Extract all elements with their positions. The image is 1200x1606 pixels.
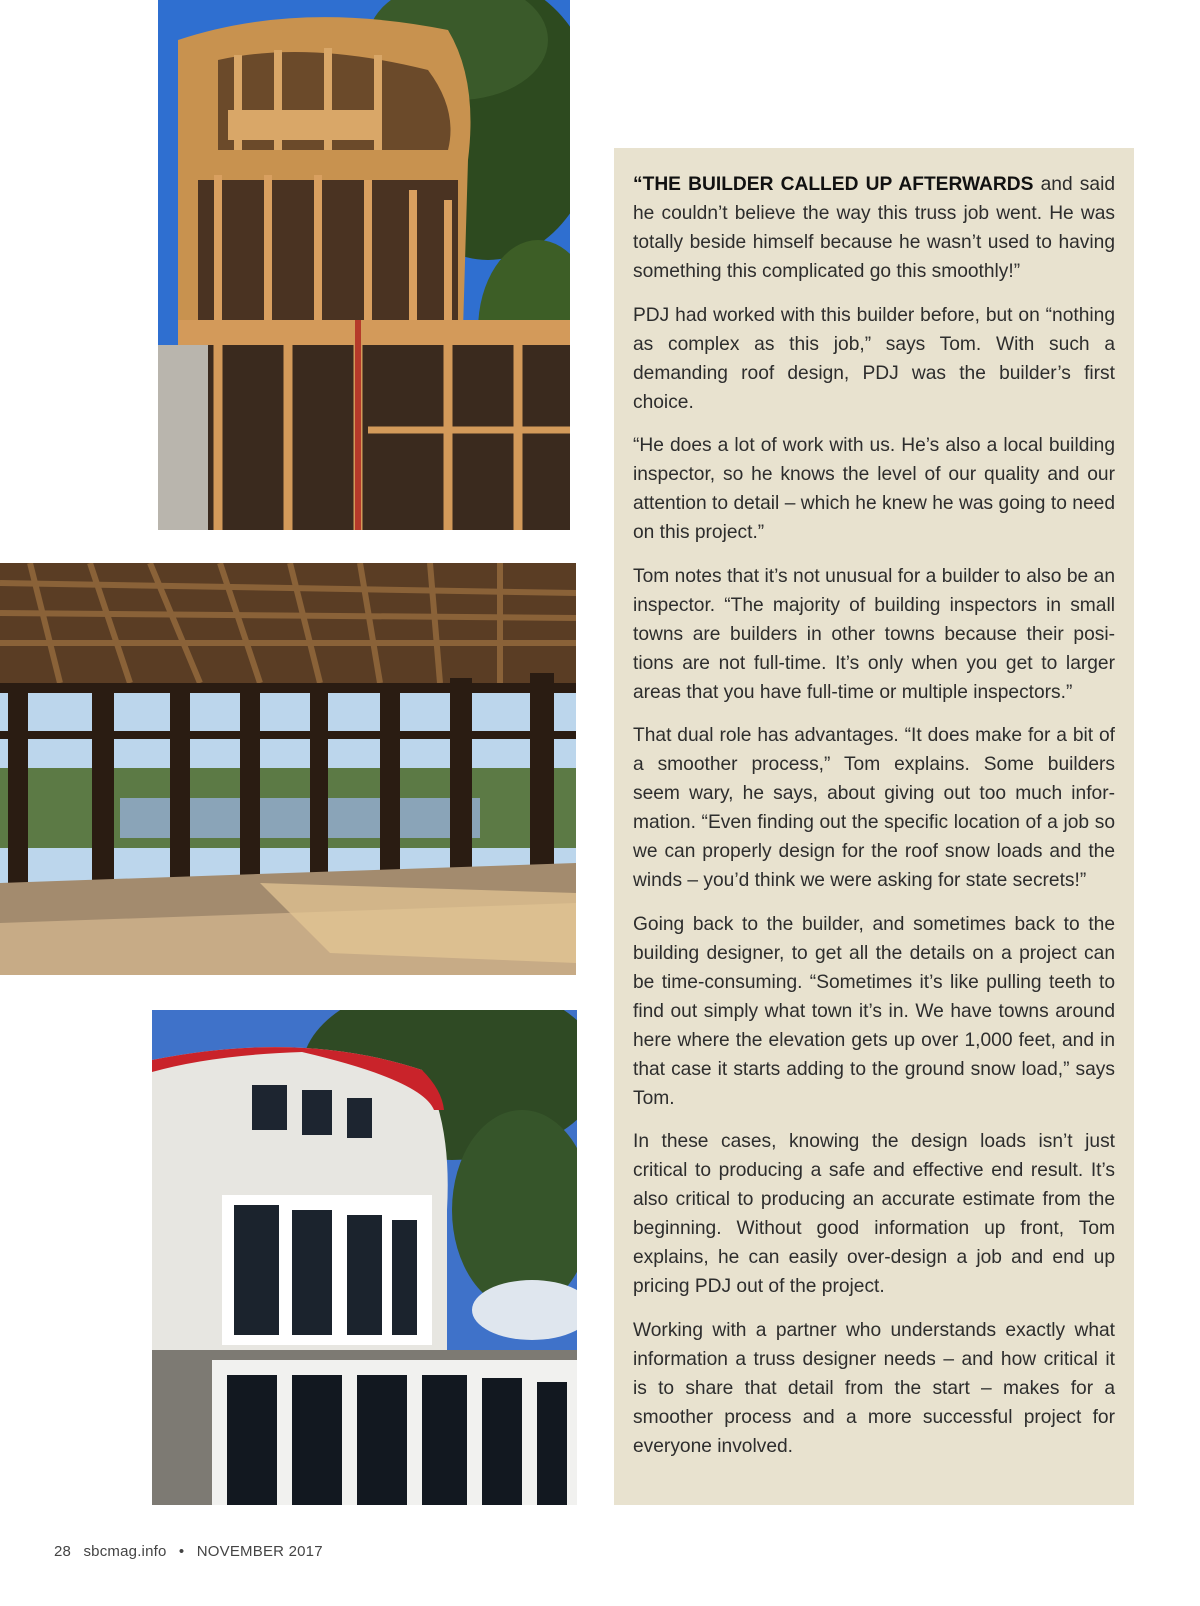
footer-separator: • bbox=[178, 1543, 185, 1560]
page-footer bbox=[54, 1543, 331, 1560]
issue-date: NOVEMBER 2017 bbox=[196, 1543, 323, 1560]
paragraph-1 bbox=[633, 170, 1115, 286]
photo-interior-windows bbox=[0, 563, 576, 975]
paragraph-5: That dual role has advantages. “It does make for a bit of a smoother process,” Tom explains. Some builders seem wary, he says, about giving out too much information. “Even finding out the specific location of a job so we can properly design for the roof snow loads and the winds – you’d think we were asking for state secrets!” bbox=[633, 725, 1115, 891]
site-link[interactable]: sbcmag.info bbox=[83, 1543, 167, 1560]
article-sidebar bbox=[614, 148, 1134, 1505]
photo-framed-tower bbox=[158, 0, 570, 530]
paragraph-lead: “THE BUILDER CALLED UP AFTERWARDS bbox=[633, 174, 1034, 195]
paragraph-text: and said he couldn’t believe the way this truss job went. He was totally beside himself because he wasn’t used to having something this complicated go this smoothly!” bbox=[633, 174, 1116, 282]
page-number: 28 bbox=[54, 1543, 72, 1560]
photo-finished-tower bbox=[152, 1010, 577, 1505]
paragraph-8: Working with a partner who understands exactly what information a truss designer needs – and how critical it is to share that detail from the start – makes for a smoother process and a more successful project for everyone involved. bbox=[633, 1319, 1115, 1457]
paragraph-4: Tom notes that it’s not unusual for a builder to also be an inspector. “The majority of building inspectors in small towns are builders in other towns because their positions are not full-time. It’s only when you get to larger areas that you have full-time or multiple inspectors.” bbox=[633, 565, 1115, 703]
paragraph-2: PDJ had worked with this builder before, but on “nothing as complex as this job,” says Tom. With such a demanding roof design, PDJ was the builder’s first choice. bbox=[633, 304, 1115, 413]
paragraph-7: In these cases, knowing the design loads isn’t just critical to producing a safe and effective end result. It’s also critical to producing an accurate estimate from the beginning. Without good information up front, Tom explains, he can easily over-design a job and end up pricing PDJ out of the project. bbox=[633, 1131, 1115, 1297]
paragraph-6: Going back to the builder, and sometimes back to the building designer, to get all the details on a project can be time-consuming. “Sometimes it’s like pulling teeth to find out simply what town it’s in. We have towns around here where the elevation gets up over 1,000 feet, and in that case it starts adding to the ground snow load,” says Tom. bbox=[633, 913, 1115, 1109]
paragraph-3: “He does a lot of work with us. He’s also a local building inspector, so he knows the level of our quality and our attention to detail – which he knew he was going to need on this project.” bbox=[633, 435, 1115, 543]
